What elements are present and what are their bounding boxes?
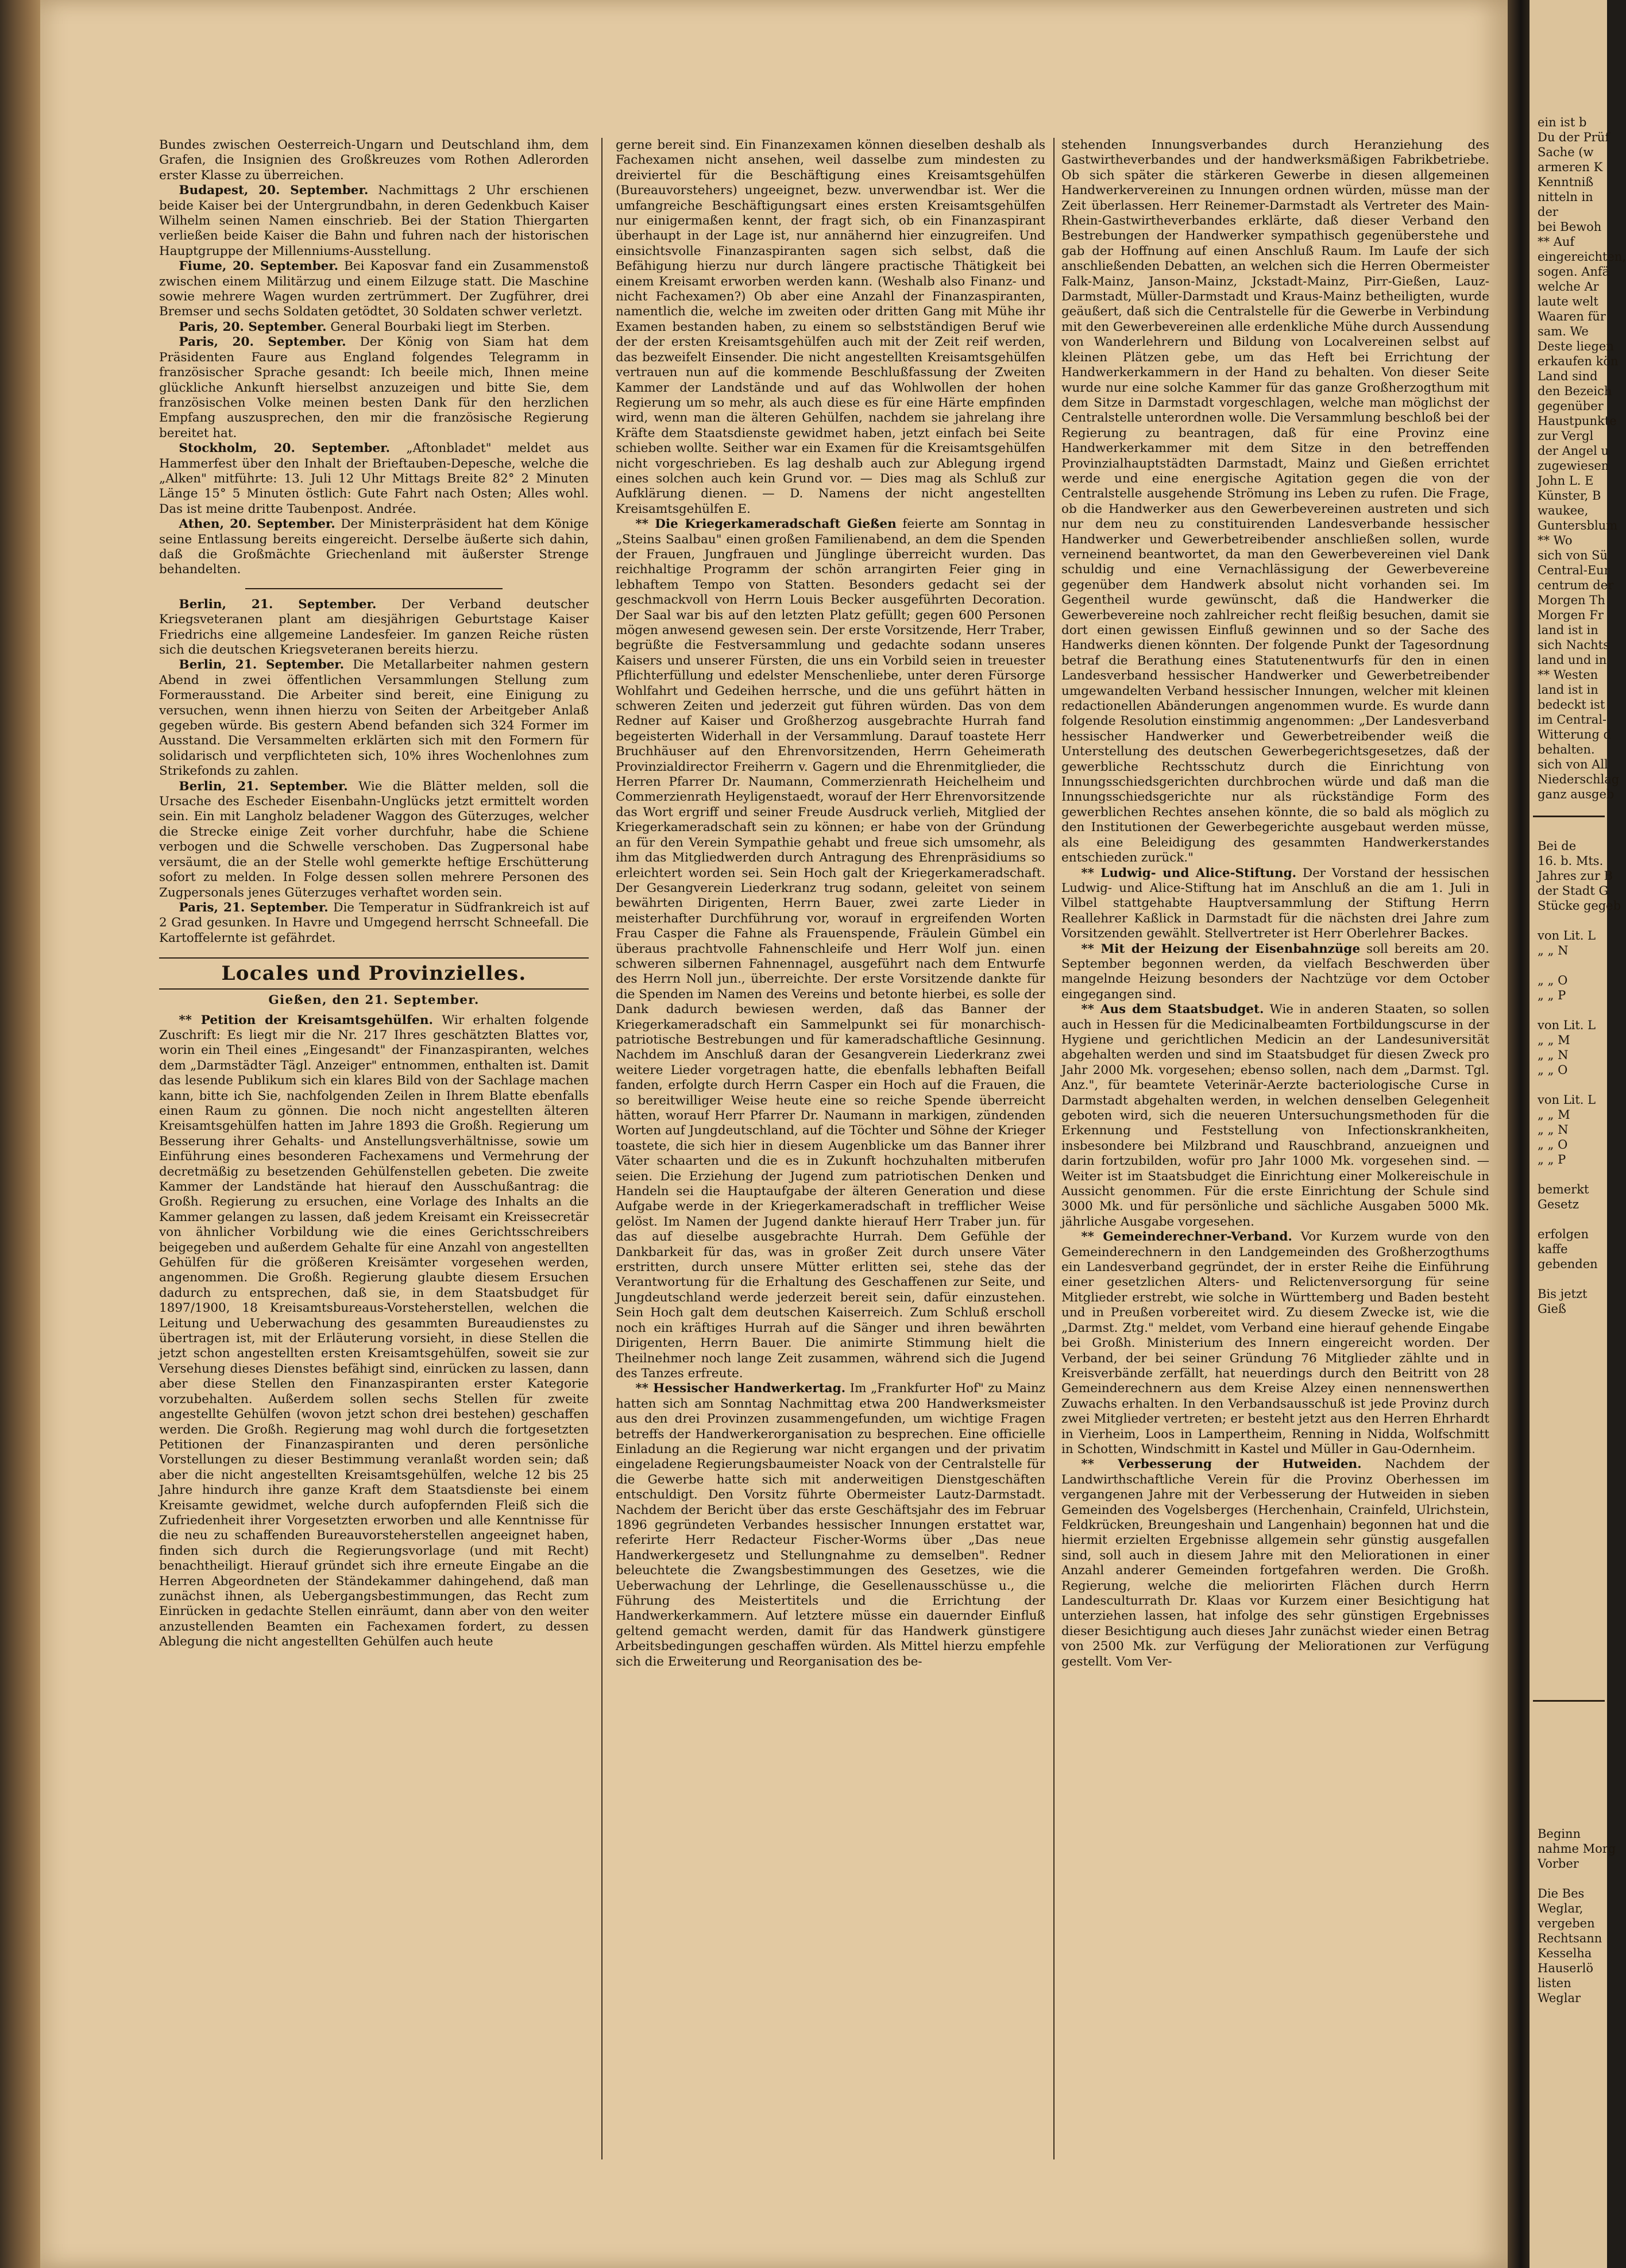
article-lead: ** Petition der Kreisamtsgehülfen.	[179, 1013, 433, 1027]
article-lead: ** Ludwig- und Alice-Stiftung.	[1081, 866, 1297, 880]
article-paragraph	[1061, 1002, 1489, 1230]
article-body: „Aftonbladet" meldet aus Hammerfest über den Inhalt der Brieftauben-Depesche, welche die „Alken" mitführte: 13. Juli 12 Uhr Mittags Breite 82° 2 Minuten Länge 15° 5 Minuten östlich: Gute Fahrt nach Osten; Alles wohl. Das ist meine dritte Taubenpost. Andrée.	[159, 441, 589, 516]
article-paragraph	[1061, 866, 1489, 942]
article-paragraph	[159, 1013, 589, 1650]
article-body: Bundes zwischen Oesterreich-Ungarn und Deutschland ihm, dem Grafen, die Insignien des Großkreuzes vom Rothen Adlerorden erster Klasse zu überreichen.	[159, 138, 589, 183]
article-body: Wie in anderen Staaten, so sollen auch in Hessen für die Medicinalbeamten Fortbildungscurse in der Hygiene und gerichtlichen Medicin an der Landesuniversität abgehalten werden und sind im Staatsbudget für diesen Zweck pro Jahr 2000 Mk. vorgesehen; ebenso sollen, nach dem „Darmst. Tgl. Anz.", für beamtete Veterinär-Aerzte bacteriologische Curse in Darmstadt abgehalten werden, in welchen denselben Gelegenheit geboten wird, sich die neueren Untersuchungsmethoden für die Erkennung und Feststellung von Infectionskrankheiten, insbesondere bei Milzbrand und Rauschbrand, anzueignen und darin fortzubilden, wofür pro Jahr 1000 Mk. vorgesehen sind. — Weiter ist im Staatsbudget die Einrichtung einer Molkereischule in Aussicht genommen. Für die erste Einrichtung der Schule sind 3000 Mk. und für persönliche und sächliche Ausgaben 5000 Mk. jährliche Ausgabe vorgesehen.	[1061, 1002, 1489, 1229]
article-lead: Stockholm, 20. September.	[179, 441, 391, 456]
article-body: Nachmittags 2 Uhr erschienen beide Kaiser bei der Untergrundbahn, in deren Gedenkbuch Kaiser Wilhelm seinen Namen einschrieb. Bei der Station Thiergarten verließen beide Kaiser die Bahn und fuhren nach der historischen Hauptgruppe der Millenniums-Ausstellung.	[159, 183, 589, 258]
column-rule	[601, 138, 602, 2159]
article-body: Nachdem der Landwirthschaftliche Verein für die Provinz Oberhessen im vergangenen Jahre mit der Verbesserung der Hutweiden in sieben Gemeinden des Vogelsberges (Herchenhain, Crainfeld, Ulrichstein, Feldkrücken, Breungeshain und Langenhain) begonnen hat und die hiermit erzielten Ergebnisse allgemein sehr günstig ausgefallen sind, soll auch in diesem Jahre mit den Meliorationen in einer Anzahl anderer Gemeinden fortgefahren werden. Die Großh. Regierung, welche die meliorirten Flächen durch Herrn Landesculturrath Dr. Klaas vor Kurzem einer Besichtigung hat unterziehen lassen, hat infolge des sehr günstigen Ergebnisses dieser Besichtigung auch dieses Jahr zunächst wieder einen Betrag von 2500 Mk. zur Verfügung der Meliorationen zur Verfügung gestellt. Vom Ver-	[1061, 1457, 1490, 1669]
article-body: feierte am Sonntag in „Steins Saalbau" einen großen Familienabend, an dem die Spenden der Frauen, Jungfrauen und Jünglinge überreicht wurden. Das reichhaltige Programm der schön arrangirten Feier ging in lebhaftem Tempo von Statten. Besonders gedacht sei der geschmackvoll von Herrn Louis Becker ausgeführten Decoration. Der Saal war bis auf den letzten Platz gefüllt; gegen 600 Personen mögen anwesend gewesen sein. Der erste Vorsitzende, Herr Traber, begrüßte die Festversammlung und gedachte sodann unseres Kaisers und unserer Fürsten, die uns ein Vorbild seien in treuester Pflichterfüllung und edelster Menschenliebe, unter deren Fürsorge Wohlfahrt und Gedeihen herrsche, und die uns geführt hätten in schweren Zeiten und jederzeit gut führen würden. Das von dem Redner auf Kaiser und Großherzog ausgebrachte Hurrah fand begeisterten Widerhall in der Versammlung. Darauf toastete Herr Bruchhäuser auf den Ehrenvorsitzenden, Herrn Geheimerath Provinzialdirector Freiherrn v. Gagern und die Ehrenmitglieder, die Herren Pfarrer Dr. Naumann, Commerzienrath Heichelheim und Commerzienrath Heyligenstaedt, worauf der Herr Ehrenvorsitzende das Wort ergriff und seiner Freude Ausdruck verlieh, Mitglied der Kriegerkameradschaft sein zu können; er habe von der Gründung an für den Verein Sympathie gehabt und freue sich umsomehr, als ihm das Mitgliedwerden durch Antragung des Ehrenpräsidiums so erleichtert worden sei. Sein Hoch galt der Kriegerkameradschaft. Der Gesangverein Liederkranz trug sodann, geleitet von seinem bewährten Dirigenten, Herrn Bauer, zwei zarte Lieder in meisterhafter Durchführung vor, worauf in ergreifenden Worten Frau Casper die Fahne als Frauenspende, Fräulein Gümbel ein überaus prachtvolle Fahnenschleife und Herr Wolf jun. einen schweren silbernen Fahnennagel, ausgeführt nach dem Entwurfe des Herrn Noll jun., überreichte. Der erste Vorsitzende dankte für die Spenden im Namen des Vereins und betonte hierbei, es solle der Dank dadurch bewiesen werden, daß das Banner der Kriegerkameradschaft ein Sammelpunkt sei für monarchisch-patriotische Bestrebungen und für kameradschaftliche Gesinnung. Nachdem im Anschluß daran der Gesangverein Liederkranz zwei weitere Lieder vorgetragen hatte, die ebenfalls lebhaften Beifall fanden, erfolgte durch Herrn Casper ein Hoch auf die Frauen, die so bereitwilliger Weise heute eine so reiche Spende überreicht hätten, worauf Herr Pfarrer Dr. Naumann in markigen, zündenden Worten auf Jungdeutschland, auf die Töchter und Söhne der Krieger toastete, die sich hier in diesem Augenblicke um das Banner ihrer Väter schaarten und die es in Zukunft hochzuhalten mitberufen seien. Die Erziehung der Jugend zum patriotischen Denken und Handeln sei die Hauptaufgabe der älteren Generation und diese Aufgabe werde in der Kriegerkameradschaft in trefflicher Weise gelöst. Im Namen der Jugend dankte hierauf Herr Traber jun. für das auf dieselbe ausgebrachte Hurrah. Dem Gefühle der Dankbarkeit für das, was in großer Zeit durch unsere Väter erstritten, durch unsere Mütter erlitten sei, stehe das der Verantwortung für die Erhaltung des Geschaffenen zur Seite, und Jungdeutschland werde jederzeit bereit sein, dafür einzustehen. Sein Hoch galt dem deutschen Kaiserreich. Zum Schluß erscholl noch ein kräftiges Hurrah auf die Sänger und ihren bewährten Dirigenten, Herrn Bauer. Die animirte Stimmung hielt die Theilnehmer noch lange Zeit zusammen, während sich die Jugend des Tanzes erfreute.	[616, 517, 1045, 1381]
article-body: Vor Kurzem wurde von den Gemeinderechnern in den Landgemeinden des Großherzogthums ein Landesverband gegründet, der in erster Reihe die Einführung einer gesetzlichen Alters- und Relictenversorgung für seine Mitglieder erstrebt, wie solche in Württemberg und Baden besteht und in Preußen vorbereitet wird. Zu diesem Zwecke ist, wie die „Darmst. Ztg." meldet, vom Verband eine hierauf gehende Eingabe bei Großh. Ministerium des Innern eingereicht worden. Der Verband, der bei seiner Gründung 76 Mitglieder zählte und in Kreisverbände zerfällt, hat neuerdings durch den Beitritt von 28 Gemeinderechnern aus dem Kreise Alzey einen nennenswerthen Zuwachs erhalten. In den Verbandsausschuß ist jede Provinz durch zwei Mitglieder vertreten; er besteht jetzt aus den Herren Ehrhardt in Vierheim, Loos in Lampertheim, Renning in Nidda, Wolfschmitt in Schotten, Windschmitt in Kastel und Müller in Gau-Odernheim.	[1061, 1230, 1489, 1456]
article-body: Der Ministerpräsident hat dem Könige seine Entlassung bereits eingereicht. Derselbe äußerte sich dahin, daß die Großmächte Griechenland mit äußerster Strenge behandelten.	[159, 517, 589, 577]
column-rule	[1053, 138, 1055, 2159]
section-divider	[245, 588, 503, 589]
article-paragraph	[159, 335, 589, 441]
article-paragraph	[159, 259, 589, 320]
article-lead: ** Die Kriegerkameradschaft Gießen	[635, 517, 897, 532]
article-paragraph	[159, 779, 589, 901]
article-lead: Berlin, 21. September.	[179, 658, 345, 673]
article-body: Der König von Siam hat dem Präsidenten Faure aus England folgendes Telegramm in französischer Sprache gesandt: Ich beeile mich, Ihnen meine glückliche Ankunft hierselbst anzuzeigen und bitte Sie, dem französischen Volke meinen besten Dank für den herzlichen Empfang auszusprechen, den mir die französische Regierung bereitet hat.	[159, 335, 589, 441]
article-paragraph	[159, 901, 589, 946]
article-body: Im „Frankfurter Hof" zu Mainz hatten sich am Sonntag Nachmittag etwa 200 Handwerksmeister aus den drei Provinzen zusammengefunden, um wichtige Fragen betreffs der Handwerkerorganisation zu besprechen. Eine officielle Einladung an die Regierung war nicht ergangen und der privatim eingeladene Regierungsbaumeister Noack von der Centralstelle für die Gewerbe hatte sich mit anderweitigen Dienstgeschäften entschuldigt. Den Vorsitz führte Obermeister Lautz-Darmstadt. Nachdem der Bericht über das erste Geschäftsjahr des im Februar 1896 gegründeten Verbandes hessischer Innungen erstattet war, referirte Herr Redacteur Fischer-Worms über „Das neue Handwerkergesetz und Stellungnahme zu demselben". Redner beleuchtete die Zwangsbestimmungen des Gesetzes, wie die Ueberwachung der Lehrlinge, die Gesellenausschüsse u., die Führung des Meistertitels und die Errichtung der Handwerkerkammern. Auf letztere müsse ein dauernder Einfluß geltend gemacht werden, damit für das Handwerk günstigere Arbeitsbedingungen geschaffen würden. Als Mittel hierzu empfehle sich die Erweiterung und Reorganisation des be-	[616, 1381, 1045, 1669]
article-paragraph	[1061, 1457, 1489, 1670]
article-paragraph	[159, 183, 589, 259]
article-lead: Berlin, 21. September.	[179, 779, 348, 794]
article-body: Die Metallarbeiter nahmen gestern Abend in zwei öffentlichen Versammlungen Stellung zum Formerausstand. Die Arbeiter sind bereit, eine Einigung zu versuchen, wenn ihnen hierzu von Seiten der Arbeitgeber Anlaß gegeben würde. Bis gestern Abend befanden sich 324 Former im Ausstand. Die Versammelten erklärten sich mit den Formern für solidarisch und verpflichteten sich, 10% ihres Wochenlohnes zum Strikefonds zu zahlen.	[159, 658, 589, 779]
adjacent-page-text-top: ein ist b Du der Prüf Sache (w armeren K Kenntniß nitteln in der bei Bewoh ** Auf eingereichten, sogen. Anfä welche Ar laute welt Waaren für sam. We Deste liegen erkaufen kön Land sind den Bezeich gegenüber Haustpunkte zur Vergl der Angel u zugewiesen John L. E Künster, B waukee, Guntersblum ** Wo sich von Sü Central-Eur centrum der Morgen Th Morgen Fr land ist in sich Nachts land und in ** Westen land ist in bedeckt ist im Central- Witterung d behalten. sich von All Niederschlag ganz ausgeb	[1538, 115, 1626, 801]
column-3	[1061, 138, 1489, 2165]
article-lead: Athen, 20. September.	[179, 517, 335, 532]
article-paragraph	[1061, 942, 1489, 1003]
article-lead: ** Aus dem Staatsbudget.	[1081, 1002, 1264, 1017]
article-body: Bei Kaposvar fand ein Zusammenstoß zwischen einem Militärzug und einem Eilzuge statt. Die Maschine sowie mehrere Wagen wurden zertrümmert. Der Zugführer, drei Bremser und sechs Soldaten getödtet, 30 Soldaten schwer verletzt.	[159, 259, 589, 319]
article-body: Wie die Blätter melden, soll die Ursache des Escheder Eisenbahn-Unglücks jetzt ermittelt worden sein. Ein mit Langholz beladener Waggon des Güterzuges, welcher die Strecke einige Zeit vorher durchfuhr, habe die Schiene verbogen und die Schwelle verschoben. Das Zugpersonal habe versäumt, die an der Stelle wohl gemerkte heftige Erschütterung sofort zu melden. In Folge dessen sollen mehrere Personen des Zugpersonals jenes Güterzuges verhaftet worden sein.	[159, 779, 589, 900]
article-paragraph	[1061, 138, 1489, 866]
article-paragraph	[159, 138, 589, 183]
article-paragraph	[616, 138, 1045, 517]
adjacent-page-text-mid: Bei de 16. b. Mts. Jahres zur B der Stadt G Stücke gegeb von Lit. L „ „ N „ „ O „ „ P von Lit. L „ „ M „ „ N „ „ O von Lit. L „ „ M „ „ N „ „ O „ „ P bemerkt Gesetz erfolgen kaffe gebenden Bis jetzt Gieß	[1538, 839, 1621, 1316]
book-binding-edge	[0, 0, 40, 2268]
article-lead: ** Hessischer Handwerkertag.	[635, 1381, 846, 1396]
article-paragraph	[159, 441, 589, 517]
article-lead: Paris, 20. September.	[179, 335, 346, 350]
article-body: Die Temperatur in Südfrankreich ist auf 2 Grad gesunken. In Havre und Umgegend herrscht Schneefall. Die Kartoffelernte ist gefährdet.	[159, 900, 589, 945]
article-paragraph	[159, 517, 589, 578]
article-paragraph	[616, 1381, 1045, 1670]
adjacent-page-rule	[1533, 816, 1605, 817]
article-lead: Paris, 20. September.	[179, 319, 327, 334]
article-lead: ** Verbesserung der Hutweiden.	[1081, 1457, 1362, 1472]
article-body: stehenden Innungsverbandes durch Heranziehung des Gastwirtheverbandes und der handwerksmäßigen Fabrikbetriebe. Ob sich später die stärkeren Gewerbe in diesen allgemeinen Handwerkervereinen zu Innungen ordnen würden, müsse man der Zeit überlassen. Herr Reinemer-Darmstadt als Vertreter des Main-Rhein-Gastwirtheverbandes erklärte, daß dieser Verband den Bestrebungen der Handwerker sympathisch gegenüberstehe und gab der Hoffnung auf einen Anschluß Raum. Im Laufe der sich anschließenden Debatten, an welchen sich die Herren Obermeister Falk-Mainz, Janson-Mainz, Jckstadt-Mainz, Pirr-Gießen, Lauz-Darmstadt, Müller-Darmstadt und Kraus-Mainz betheiligten, wurde geäußert, daß sich die Centralstelle für die Gewerbe in Verbindung mit den Gewerbevereinen alle erdenkliche Mühe durch Aussendung von Wanderlehrern und Bildung von Localvereinen selbst auf kleinen Plätzen gebe, um das Heft bei Errichtung der Handwerkerkammern in der Hand zu behalten. Von dieser Seite wurde nur eine solche Kammer für das ganze Großherzogthum mit dem Sitze in Darmstadt vorgeschlagen, welche man möglichst der Centralstelle unterordnen wolle. Die Versammlung beschloß bei der Regierung zu beantragen, daß für eine Provinz eine Handwerkerkammer mit dem Sitze in den betreffenden Provinzialhauptstädten Darmstadt, Mainz und Gießen errichtet werde und eine energische Agitation gegen die von der Centralstelle ausgehende Strömung ins Leben zu rufen. Die Frage, ob die Handwerker aus den Gewerbevereinen austreten und sich nur dem neu zu constituirenden Landesverbande hessischer Handwerker und Gewerbetreibender anschließen sollen, wurde verneinend beantwortet, da man den Gewerbevereinen viel Dank schuldig und eine Vernachlässigung der Gewerbevereine gegenüber dem Handwerk absolut nicht vorhanden sei. Im Gegentheil wurde gewünscht, daß die Handwerker die Gewerbevereine noch zahlreicher recht fleißig besuchen, damit sie dort einen gewissen Einfluß gewinnen und so der Sache des Handwerks dienen könnten. Der folgende Punkt der Tagesordnung betraf die Berathung eines Statutenentwurfs für den in einen Landesverband hessischer Handwerker und Gewerbetreibender umgewandelten Verband hessischer Innungen, welcher mit kleinen redactionellen Abänderungen angenommen wurde. Es wurde dann folgende Resolution einstimmig angenommen: „Der Landesverband hessischer Handwerker und Gewerbetreibender weiß die Unterstellung des deutschen Gewerbegerichtsgesetzes, daß der gewerbliche Rechtsschutz durch die Einrichtung von Innungsschiedsgerichten durchbrochen würde und daß man die Innungsschiedsgerichte nur als rückständige Form des gewerblichen Rechtes ansehen könnte, die so bald als möglich zu den Institutionen der Gewerbegerichte ausgebaut werden müsse, als eine Beleidigung des gesammten Handwerkerstandes entschieden zurück."	[1061, 138, 1489, 866]
article-body: Der Vorstand der hessischen Ludwig- und Alice-Stiftung hat im Anschluß an die am 1. Juli in Vilbel stattgehabte Hauptversammlung der Stiftung Herrn Reallehrer Kaßlick in Darmstadt für die nächsten drei Jahre zum Vorsitzenden gewählt. Stellvertreter ist Herr Oberlehrer Backes.	[1061, 866, 1489, 941]
page-gutter	[1508, 0, 1530, 2268]
adjacent-page-fragment	[1530, 0, 1626, 2268]
dateline: Gießen, den 21. September.	[268, 993, 480, 1008]
column-1	[159, 138, 589, 2165]
article-lead: Fiume, 20. September.	[179, 259, 339, 274]
article-lead: ** Mit der Heizung der Eisenbahnzüge	[1081, 941, 1361, 956]
adjacent-page-rule	[1533, 1700, 1605, 1702]
article-body: Der Verband deutscher Kriegsveteranen plant am diesjährigen Geburtstage Kaiser Friedrichs eine allgemeine Landesfeier. Im ganzen Reiche rüsten sich die deutschen Kriegsveteranen bereits hierzu.	[159, 597, 589, 657]
article-body: soll bereits am 20. September begonnen werden, da vielfach Beschwerden über mangelnde Heizung besonders der Nachtzüge vor dem October eingegangen sind.	[1061, 941, 1489, 1002]
article-body: Wir erhalten folgende Zuschrift: Es liegt mir die Nr. 217 Ihres geschätzten Blattes vor, worin ein Theil eines „Eingesandt" der Finanzaspiranten, welches dem „Darmstädter Tägl. Anzeiger" entnommen, enthalten ist. Damit das lesende Publikum sich ein klares Bild von der Sachlage machen kann, bitte ich Sie, nachfolgenden Zeilen in Ihrem Blatte ebenfalls einen Raum zu gönnen. Die noch nicht angestellten älteren Kreisamtsgehülfen hatten im Jahre 1893 die Großh. Regierung um Besserung ihrer Gehalts- und Anstellungsverhältnisse, sowie um Einführung eines besonderen Fachexamens und Vermehrung der decretmäßig zu besetzenden Gehülfenstellen gebeten. Die zweite Kammer der Landstände hat hierauf den Ausschußantrag: die Großh. Regierung zu ersuchen, eine Vorlage des Inhalts an die Kammer gelangen zu lassen, daß jedem Kreisamt ein Kreissecretär von ähnlicher Vorbildung wie die eines Gerichtsschreibers beigegeben und außerdem Gehalte für eine Anzahl von angestellten Gehülfen für die größeren Kreisämter vorgesehen werden, angenommen. Die Großh. Regierung glaubte diesem Ersuchen dadurch zu entsprechen, daß sie, in dem Staatsbudget für 1897/1900, 18 Kreisamtsbureaus-Vorsteherstellen, welchen die Leitung und Ueberwachung des gesammten Bureaudienstes zu übertragen ist, mit der Erläuterung vorsieht, in diese Stellen die jetzt schon angestellten ersten Kreisamtsgehülfen, soweit sie zur Versehung dieses Dienstes befähigt sind, einrücken zu lassen, dann aber diese Stellen den Finanzaspiranten erster Kategorie vorzubehalten. Außerdem sollen sechs Stellen für zweite angestellte Gehülfen (wovon jetzt schon drei bestehen) geschaffen werden. Die Großh. Regierung mag wohl durch die fortgesetzten Petitionen der Finanzaspiranten und deren persönliche Vorstellungen zu dieser Bestimmung veranlaßt worden sein; daß aber die nicht angestellten Kreisamtsgehülfen, welche 12 bis 25 Jahre hindurch ihre ganze Kraft dem Staatsdienste bei einem Kreisamte gewidmet, welche durch aufopfernden Fleiß sich die Zufriedenheit ihrer Vorgesetzten erworben und alle Kenntnisse für die neu zu schaffenden Bureauvorsteherstellen angeeignet haben, finden sich durch die Regierungsvorlage (und mit Recht) benachtheiligt. Hierauf gründet sich ihre erneute Eingabe an die Herren Abgeordneten der Ständekammer dahingehend, daß man zunächst ihnen, als Uebergangsbestimmungen, das Recht zum Einrücken in gedachte Stellen einräumt, dann aber von den weiter anzustellenden Beamten ein Fachexamen fordert, zu dessen Ablegung die nicht angestellten Gehülfen auch heute	[159, 1013, 589, 1649]
article-body: General Bourbaki liegt im Sterben.	[326, 319, 551, 334]
article-lead: ** Gemeinderechner-Verband.	[1081, 1230, 1292, 1245]
article-lead: Budapest, 20. September.	[179, 183, 369, 198]
section-heading: Locales und Provinzielles.	[159, 957, 589, 990]
article-lead: Berlin, 21. September.	[179, 597, 377, 612]
article-paragraph	[159, 597, 589, 658]
adjacent-page-text-bottom: Beginn nahme Morg Vorber Die Bes Weglar, vergeben Rechtsann Kesselha Hauserlö listen Weglar	[1538, 1827, 1616, 2005]
column-2	[616, 138, 1045, 2165]
article-paragraph	[159, 320, 589, 335]
article-paragraph	[1061, 1230, 1489, 1457]
article-paragraph	[159, 658, 589, 779]
article-lead: Paris, 21. September.	[179, 900, 329, 915]
article-paragraph	[616, 517, 1045, 1381]
article-body: gerne bereit sind. Ein Finanzexamen können dieselben deshalb als Fachexamen nicht ansehen, weil dasselbe zum mindesten zu dreiviertel für die Beschäftigung eines Kreisamtsgehülfen (Bureauvorstehers) ungeeignet, bezw. unverwendbar ist. Wer die umfangreiche Beschäftigungsart eines ersten Kreisamtsgehülfen nur einigermaßen kennt, der fragt sich, ob ein Finanzaspirant überhaupt in der Lage ist, nur annähernd hier einzugreifen. Und einsichtsvolle Finanzaspiranten sagen sich selbst, daß die Befähigung hierzu nur durch längere practische Thätigkeit bei einem Kreisamt erworben werden kann. (Weshalb also Finanz- und nicht Fachexamen?) Ob aber eine Anzahl der Finanzaspiranten, namentlich die, welche im zweiten oder dritten Gang mit Mühe ihr Examen bestanden haben, zu einem so selbstständigen Beruf wie der der ersten Kreisamtsgehülfen auch mit der Zeit reif werden, das bezweifelt Einsender. Die nicht angestellten Kreisamtsgehülfen vertrauen nun auf die kommende Beschlußfassung der Zweiten Kammer der Landstände und auf das Wohlwollen der hohen Regierung um so mehr, als auch diese es für eine Härte empfinden wird, wenn man die älteren Gehülfen, nachdem sie jahrelang ihre Kräfte dem Staatsdienste gewidmet haben, jetzt einfach bei Seite schieben wollte. Seither war ein Examen für die Kreisamtsgehülfen nicht vorgeschrieben. Es lag deshalb auch zur Ablegung irgend eines solchen auch kein Grund vor. — Dies mag als Schluß zur Aufklärung dienen. — D. Namens der nicht angestellten Kreisamtsgehülfen E.	[616, 138, 1045, 516]
